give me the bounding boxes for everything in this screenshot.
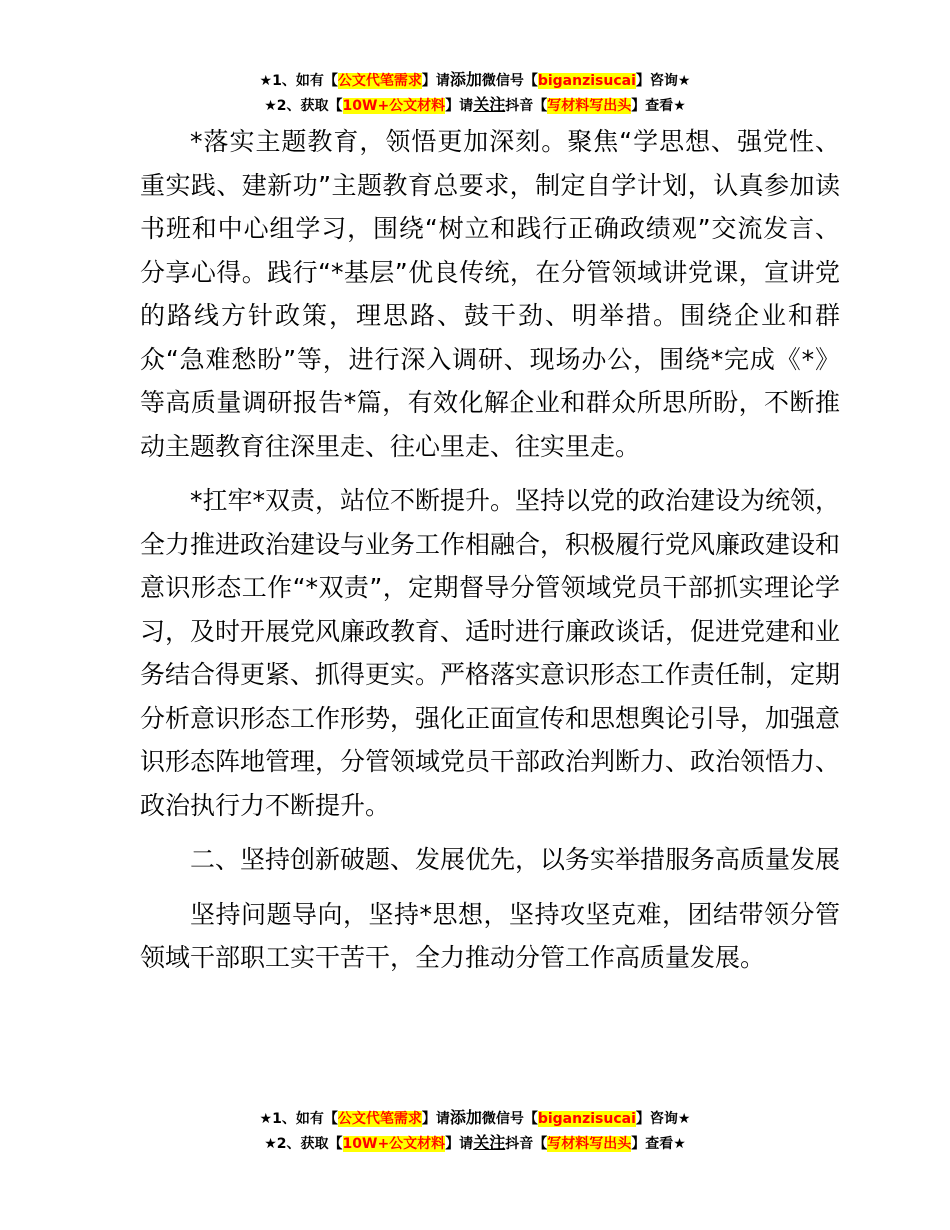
banner-text: 】咨询★ xyxy=(635,1111,691,1127)
highlight-text: 公文代笔需求 xyxy=(337,73,422,89)
highlight-text: 写材料写出头 xyxy=(547,1136,632,1152)
highlight-text: 10W+公文材料 xyxy=(342,1136,446,1152)
banner-text: 】查看★ xyxy=(631,1136,686,1152)
banner-text: 】请 xyxy=(445,1136,474,1152)
banner-text: ★2、获取【 xyxy=(264,1136,343,1152)
banner-line-2 xyxy=(0,1131,950,1156)
banner-text: 抖音【 xyxy=(505,98,548,114)
banner-text: ★1、如有【 xyxy=(259,1111,338,1127)
banner-text: ★2、获取【 xyxy=(264,98,343,114)
banner-text: 微信号【 xyxy=(481,73,538,89)
header-banner xyxy=(0,68,950,118)
highlight-text: 公文代笔需求 xyxy=(337,1111,422,1127)
highlight-text: biganzisucai xyxy=(537,73,636,89)
document-body xyxy=(140,120,840,991)
highlight-text: 写材料写出头 xyxy=(547,98,632,114)
emphasis-text: 关注 xyxy=(473,95,506,114)
banner-text: ★1、如有【 xyxy=(259,73,338,89)
banner-text: 】请 xyxy=(421,73,450,89)
emphasis-text: 添加 xyxy=(449,70,482,89)
banner-line-1 xyxy=(0,1106,950,1131)
highlight-text: 10W+公文材料 xyxy=(342,98,446,114)
banner-line-1 xyxy=(0,68,950,93)
banner-text: 微信号【 xyxy=(481,1111,538,1127)
banner-line-2 xyxy=(0,93,950,118)
footer-banner xyxy=(0,1106,950,1156)
section-heading: 二、坚持创新破题、发展优先，以务实举措服务高质量发展 xyxy=(190,845,841,874)
emphasis-text: 关注 xyxy=(473,1133,506,1152)
highlight-text: biganzisucai xyxy=(537,1111,636,1127)
emphasis-text: 添加 xyxy=(449,1108,482,1127)
banner-text: 】请 xyxy=(421,1111,450,1127)
paragraph: *落实主题教育，领悟更加深刻。聚焦“学思想、强党性、重实践、建新功”主题教育总要求，制定自学计划，认真参加读书班和中心组学习，围绕“树立和践行正确政绩观”交流发言、分享心得。践行“*基层”优良传统，在分管领域讲党课，宣讲党的路线方针政策，理思路、鼓干劲、明举措。围绕企业和群众“急难愁盼”等，进行深入调研、现场办公，围绕*完成《*》等高质量调研报告*篇，有效化解企业和群众所思所盼，不断推动主题教育往深里走、往心里走、往实里走。 xyxy=(140,127,840,461)
paragraph: *扛牢*双责，站位不断提升。坚持以党的政治建设为统领，全力推进政治建设与业务工作相融合，积极履行党风廉政建设和意识形态工作“*双责”，定期督导分管领域党员干部抓实理论学习，及时开展党风廉政教育、适时进行廉政谈话，促进党建和业务结合得更紧、抓得更实。严格落实意识形态工作责任制，定期分析意识形态工作形势，强化正面宣传和思想舆论引导，加强意识形态阵地管理，分管领域党员干部政治判断力、政治领悟力、政治执行力不断提升。 xyxy=(140,486,841,820)
banner-text: 】查看★ xyxy=(631,98,686,114)
banner-text: 抖音【 xyxy=(505,1136,548,1152)
paragraph: 坚持问题导向，坚持*思想，坚持攻坚克难，团结带领分管领域干部职工实干苦干，全力推动分管工作高质量发展。 xyxy=(140,899,840,972)
banner-text: 】咨询★ xyxy=(635,73,691,89)
banner-text: 】请 xyxy=(445,98,474,114)
